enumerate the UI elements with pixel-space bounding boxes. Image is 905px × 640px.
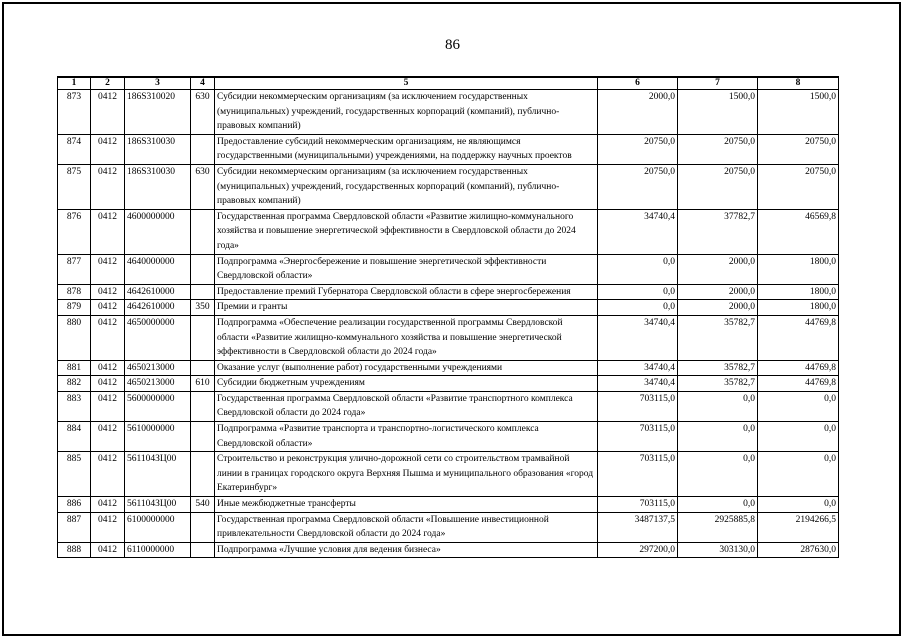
table-row [58, 209, 839, 254]
amount-col-8: 20750,0 [758, 164, 839, 209]
row-number: 884 [58, 422, 91, 452]
expense-type-code: 350 [191, 300, 215, 316]
section-code: 0412 [91, 134, 125, 164]
target-article-code: 6110000000 [125, 542, 191, 558]
table-row [58, 284, 839, 300]
amount-col-7: 1500,0 [678, 90, 758, 135]
item-name: Иные межбюджетные трансферты [215, 497, 598, 513]
amount-col-7: 35782,7 [678, 315, 758, 360]
amount-col-6: 20750,0 [598, 134, 678, 164]
amount-col-6: 703115,0 [598, 452, 678, 497]
item-name: Оказание услуг (выполнение работ) государственными учреждениями [215, 360, 598, 376]
row-number: 879 [58, 300, 91, 316]
amount-col-7: 0,0 [678, 497, 758, 513]
table-row [58, 542, 839, 558]
target-article-code: 186S310020 [125, 90, 191, 135]
section-code: 0412 [91, 164, 125, 209]
table-row [58, 452, 839, 497]
amount-col-6: 0,0 [598, 254, 678, 284]
amount-col-6: 34740,4 [598, 376, 678, 392]
amount-col-6: 34740,4 [598, 315, 678, 360]
item-name: Подпрограмма «Развитие транспорта и транспортно-логистического комплекса Свердловской области» [215, 422, 598, 452]
table-row [58, 376, 839, 392]
amount-col-8: 44769,8 [758, 360, 839, 376]
column-header: 2 [91, 77, 125, 90]
column-header: 3 [125, 77, 191, 90]
amount-col-7: 0,0 [678, 391, 758, 421]
expense-type-code [191, 254, 215, 284]
expense-type-code [191, 284, 215, 300]
table-row [58, 164, 839, 209]
table-row [58, 90, 839, 135]
amount-col-8: 0,0 [758, 497, 839, 513]
column-header: 1 [58, 77, 91, 90]
target-article-code: 4650213000 [125, 360, 191, 376]
amount-col-8: 44769,8 [758, 376, 839, 392]
section-code: 0412 [91, 497, 125, 513]
row-number: 885 [58, 452, 91, 497]
item-name: Предоставление субсидий некоммерческим организациям, не являющимся государственными (муниципальными) учреждениями, на поддержку научных проектов [215, 134, 598, 164]
table-row [58, 300, 839, 316]
amount-col-8: 1800,0 [758, 254, 839, 284]
expense-type-code: 630 [191, 164, 215, 209]
row-number: 883 [58, 391, 91, 421]
expense-type-code [191, 512, 215, 542]
amount-col-7: 20750,0 [678, 134, 758, 164]
row-number: 877 [58, 254, 91, 284]
column-header: 6 [598, 77, 678, 90]
item-name: Государственная программа Свердловской области «Развитие транспортного комплекса Свердловской области до 2024 года» [215, 391, 598, 421]
section-code: 0412 [91, 254, 125, 284]
section-code: 0412 [91, 315, 125, 360]
expense-type-code [191, 391, 215, 421]
amount-col-6: 2000,0 [598, 90, 678, 135]
expense-type-code: 540 [191, 497, 215, 513]
row-number: 887 [58, 512, 91, 542]
table-row [58, 315, 839, 360]
section-code: 0412 [91, 90, 125, 135]
expense-type-code [191, 452, 215, 497]
table-row [58, 254, 839, 284]
expense-type-code: 610 [191, 376, 215, 392]
section-code: 0412 [91, 391, 125, 421]
table-body [58, 90, 839, 558]
section-code: 0412 [91, 209, 125, 254]
amount-col-7: 303130,0 [678, 542, 758, 558]
row-number: 882 [58, 376, 91, 392]
amount-col-8: 1500,0 [758, 90, 839, 135]
row-number: 874 [58, 134, 91, 164]
column-header: 5 [215, 77, 598, 90]
target-article-code: 5600000000 [125, 391, 191, 421]
target-article-code: 4600000000 [125, 209, 191, 254]
section-code: 0412 [91, 542, 125, 558]
amount-col-6: 703115,0 [598, 497, 678, 513]
target-article-code: 4650213000 [125, 376, 191, 392]
row-number: 881 [58, 360, 91, 376]
amount-col-8: 46569,8 [758, 209, 839, 254]
row-number: 876 [58, 209, 91, 254]
page-number: 86 [445, 37, 460, 53]
amount-col-7: 0,0 [678, 452, 758, 497]
amount-col-6: 297200,0 [598, 542, 678, 558]
target-article-code: 186S310030 [125, 164, 191, 209]
item-name: Государственная программа Свердловской области «Развитие жилищно-коммунального хозяйства и повышение энергетической эффективности в Свердловской области до 2024 года» [215, 209, 598, 254]
table-row [58, 360, 839, 376]
amount-col-7: 35782,7 [678, 376, 758, 392]
amount-col-8: 0,0 [758, 452, 839, 497]
section-code: 0412 [91, 376, 125, 392]
section-code: 0412 [91, 422, 125, 452]
amount-col-7: 20750,0 [678, 164, 758, 209]
amount-col-6: 703115,0 [598, 422, 678, 452]
amount-col-8: 1800,0 [758, 300, 839, 316]
table-row [58, 422, 839, 452]
row-number: 878 [58, 284, 91, 300]
amount-col-8: 0,0 [758, 422, 839, 452]
budget-table [57, 76, 839, 558]
row-number: 873 [58, 90, 91, 135]
column-header: 8 [758, 77, 839, 90]
amount-col-7: 0,0 [678, 422, 758, 452]
table-row [58, 391, 839, 421]
amount-col-8: 287630,0 [758, 542, 839, 558]
target-article-code: 561104ЗЦ00 [125, 452, 191, 497]
amount-col-7: 35782,7 [678, 360, 758, 376]
table-row [58, 497, 839, 513]
target-article-code: 561104ЗЦ00 [125, 497, 191, 513]
target-article-code: 5610000000 [125, 422, 191, 452]
section-code: 0412 [91, 284, 125, 300]
amount-col-8: 0,0 [758, 391, 839, 421]
item-name: Государственная программа Свердловской области «Повышение инвестиционной привлекательности Свердловской области до 2024 года» [215, 512, 598, 542]
item-name: Подпрограмма «Обеспечение реализации государственной программы Свердловской области «Развитие жилищно-коммунального хозяйства и повышение энергетической эффективности в Свердловской области до 2024 года» [215, 315, 598, 360]
amount-col-7: 37782,7 [678, 209, 758, 254]
amount-col-6: 34740,4 [598, 360, 678, 376]
expense-type-code [191, 360, 215, 376]
amount-col-6: 0,0 [598, 284, 678, 300]
column-header: 4 [191, 77, 215, 90]
amount-col-6: 703115,0 [598, 391, 678, 421]
target-article-code: 6100000000 [125, 512, 191, 542]
expense-type-code [191, 422, 215, 452]
table-row [58, 134, 839, 164]
item-name: Субсидии бюджетным учреждениям [215, 376, 598, 392]
target-article-code: 4650000000 [125, 315, 191, 360]
item-name: Премии и гранты [215, 300, 598, 316]
target-article-code: 4642610000 [125, 284, 191, 300]
section-code: 0412 [91, 300, 125, 316]
amount-col-8: 2194266,5 [758, 512, 839, 542]
amount-col-7: 2000,0 [678, 284, 758, 300]
item-name: Субсидии некоммерческим организациям (за исключением государственных (муниципальных) учреждений, государственных корпораций (компаний), публично-правовых компаний) [215, 90, 598, 135]
row-number: 880 [58, 315, 91, 360]
amount-col-7: 2000,0 [678, 300, 758, 316]
section-code: 0412 [91, 360, 125, 376]
expense-type-code: 630 [191, 90, 215, 135]
table-header-row [58, 77, 839, 90]
target-article-code: 4640000000 [125, 254, 191, 284]
amount-col-8: 44769,8 [758, 315, 839, 360]
item-name: Подпрограмма «Лучшие условия для ведения бизнеса» [215, 542, 598, 558]
expense-type-code [191, 209, 215, 254]
amount-col-6: 0,0 [598, 300, 678, 316]
row-number: 888 [58, 542, 91, 558]
amount-col-7: 2925885,8 [678, 512, 758, 542]
amount-col-8: 1800,0 [758, 284, 839, 300]
item-name: Субсидии некоммерческим организациям (за исключением государственных (муниципальных) учреждений, государственных корпораций (компаний), публично-правовых компаний) [215, 164, 598, 209]
section-code: 0412 [91, 512, 125, 542]
row-number: 875 [58, 164, 91, 209]
amount-col-6: 20750,0 [598, 164, 678, 209]
table-row [58, 512, 839, 542]
item-name: Подпрограмма «Энергосбережение и повышение энергетической эффективности Свердловской области» [215, 254, 598, 284]
amount-col-6: 34740,4 [598, 209, 678, 254]
item-name: Строительство и реконструкция улично-дорожной сети со строительством трамвайной линии в границах городского округа Верхняя Пышма и муниципального образования «город Екатеринбург» [215, 452, 598, 497]
expense-type-code [191, 134, 215, 164]
amount-col-6: 3487137,5 [598, 512, 678, 542]
row-number: 886 [58, 497, 91, 513]
target-article-code: 186S310030 [125, 134, 191, 164]
section-code: 0412 [91, 452, 125, 497]
column-header: 7 [678, 77, 758, 90]
amount-col-7: 2000,0 [678, 254, 758, 284]
target-article-code: 4642610000 [125, 300, 191, 316]
expense-type-code [191, 542, 215, 558]
expense-type-code [191, 315, 215, 360]
item-name: Предоставление премий Губернатора Свердловской области в сфере энергосбережения [215, 284, 598, 300]
amount-col-8: 20750,0 [758, 134, 839, 164]
